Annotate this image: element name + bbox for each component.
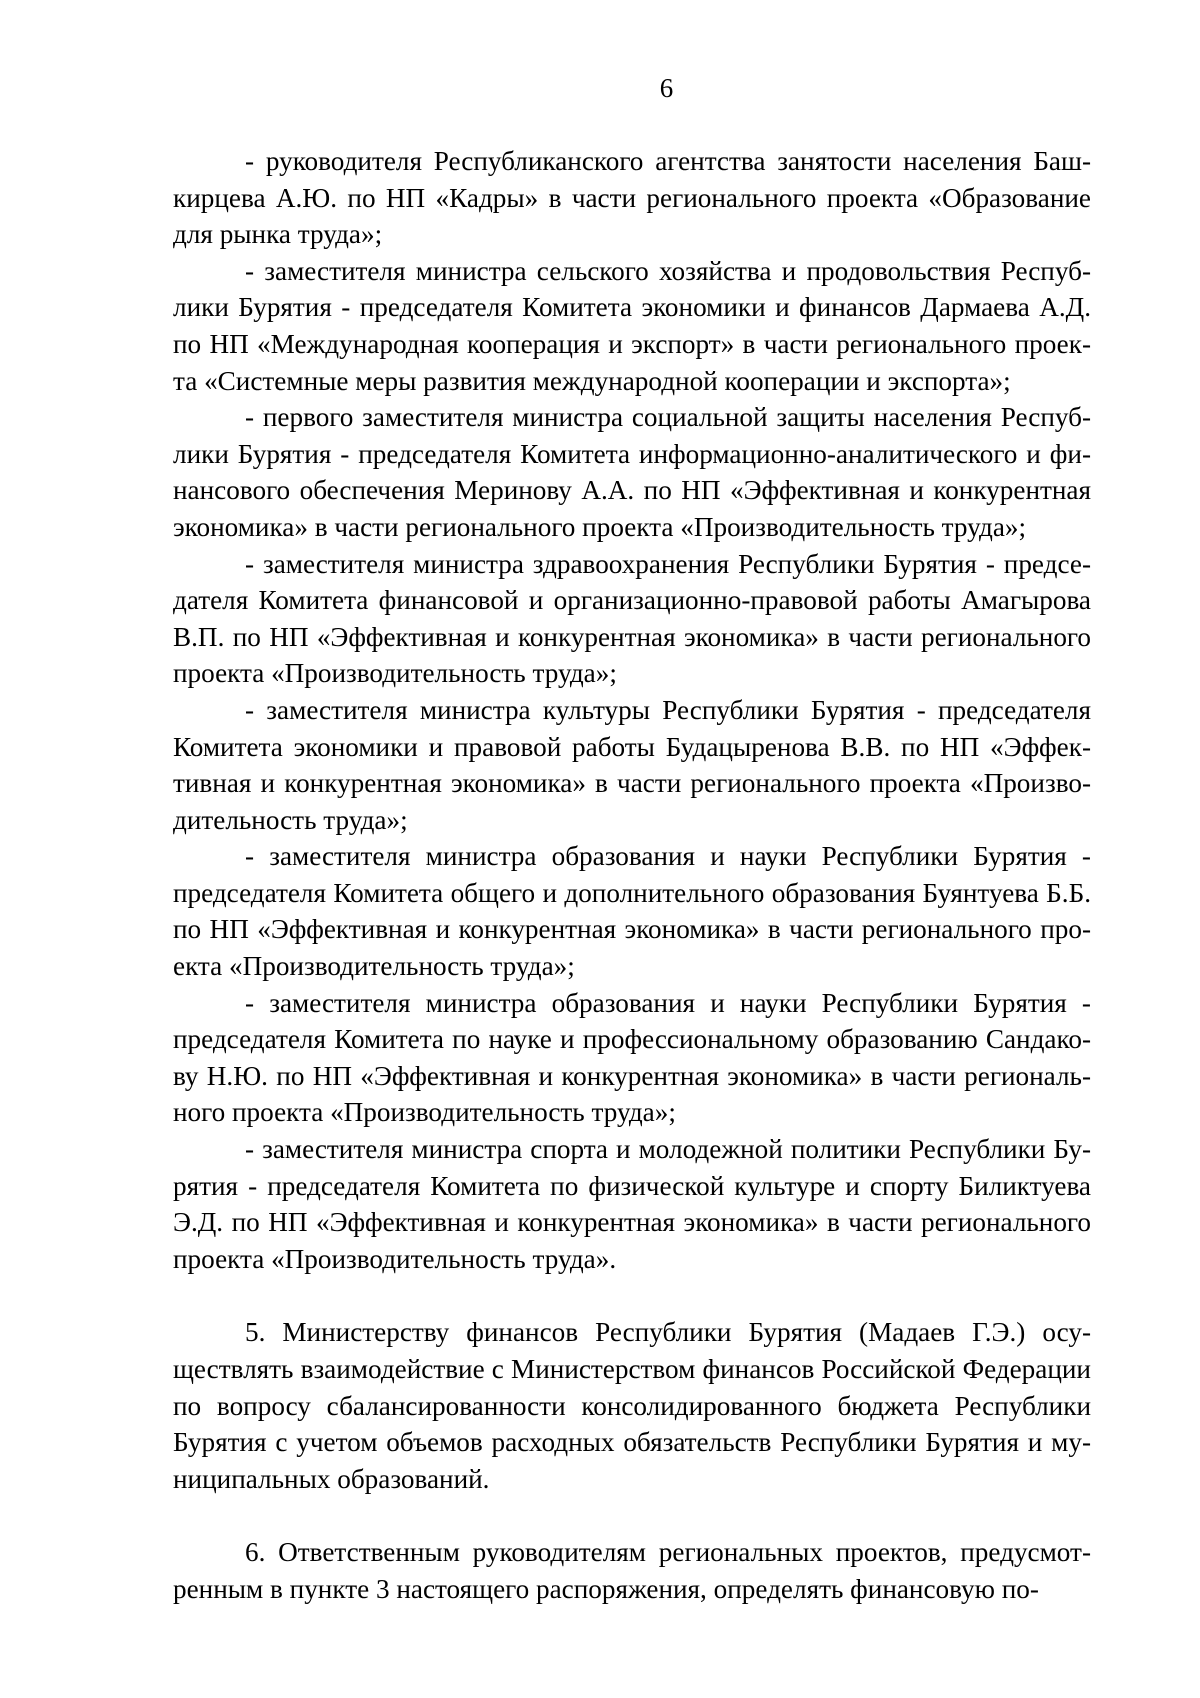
- list-item: - первого заместителя министра социальной защиты населения Республики Бурятия - председателя Комитета информационно-аналитического и финансового обеспечения Меринову А.А. по НП «Эффективная и конкурентная экономика» в части регионального проекта «Производительность труда»;: [173, 402, 1091, 542]
- list-item: - заместителя министра образования и науки Республики Бурятия - председателя Комитета общего и дополнительного образования Буянтуева Б.Б. по НП «Эффективная и конкурентная экономика» в части регионального проекта «Производительность труда»;: [173, 841, 1091, 982]
- list-item: - руководителя Республиканского агентства занятости населения Башкирцева А.Ю. по НП «Кадры» в части регионального проекта «Образование для рынка труда»;: [173, 146, 1091, 250]
- document-body: [173, 143, 1091, 1608]
- paragraph-section-5: 5. Министерству финансов Республики Бурятия (Мадаев Г.Э.) осуществлять взаимодействие с Министерством финансов Российской Федерации по вопросу сбалансированности консолидированного бюджета Республики Бурятия с учетом объемов расходных обязательств Республики Бурятия и муниципальных образований.: [173, 1317, 1091, 1494]
- list-item: - заместителя министра образования и науки Республики Бурятия - председателя Комитета по науке и профессиональному образованию Сандакову Н.Ю. по НП «Эффективная и конкурентная экономика» в части регионального проекта «Производительность труда»;: [173, 987, 1091, 1128]
- list-item: - заместителя министра культуры Республики Бурятия - председателя Комитета экономики и правовой работы Будацыренова В.В. по НП «Эффективная и конкурентная экономика» в части регионального проекта «Производительность труда»;: [173, 694, 1091, 835]
- list-item: - заместителя министра сельского хозяйства и продовольствия Республики Бурятия - председателя Комитета экономики и финансов Дармаева А.Д. по НП «Международная кооперация и экспорт» в части регионального проекта «Системные меры развития международной кооперации и экспорта»;: [173, 255, 1091, 396]
- list-item: - заместителя министра здравоохранения Республики Бурятия - председателя Комитета финансовой и организационно-правовой работы Амагырова В.П. по НП «Эффективная и конкурентная экономика» в части регионального проекта «Производительность труда»;: [173, 548, 1091, 689]
- paragraph-section-6: 6. Ответственным руководителям региональных проектов, предусмотренным в пункте 3 настоящего распоряжения, определять финансовую по-: [173, 1537, 1091, 1604]
- list-item: - заместителя министра спорта и молодежной политики Республики Бурятия - председателя Комитета по физической культуре и спорту Биликтуева Э.Д. по НП «Эффективная и конкурентная экономика» в части регионального проекта «Производительность труда».: [173, 1134, 1091, 1274]
- page-number: 6: [659, 73, 674, 103]
